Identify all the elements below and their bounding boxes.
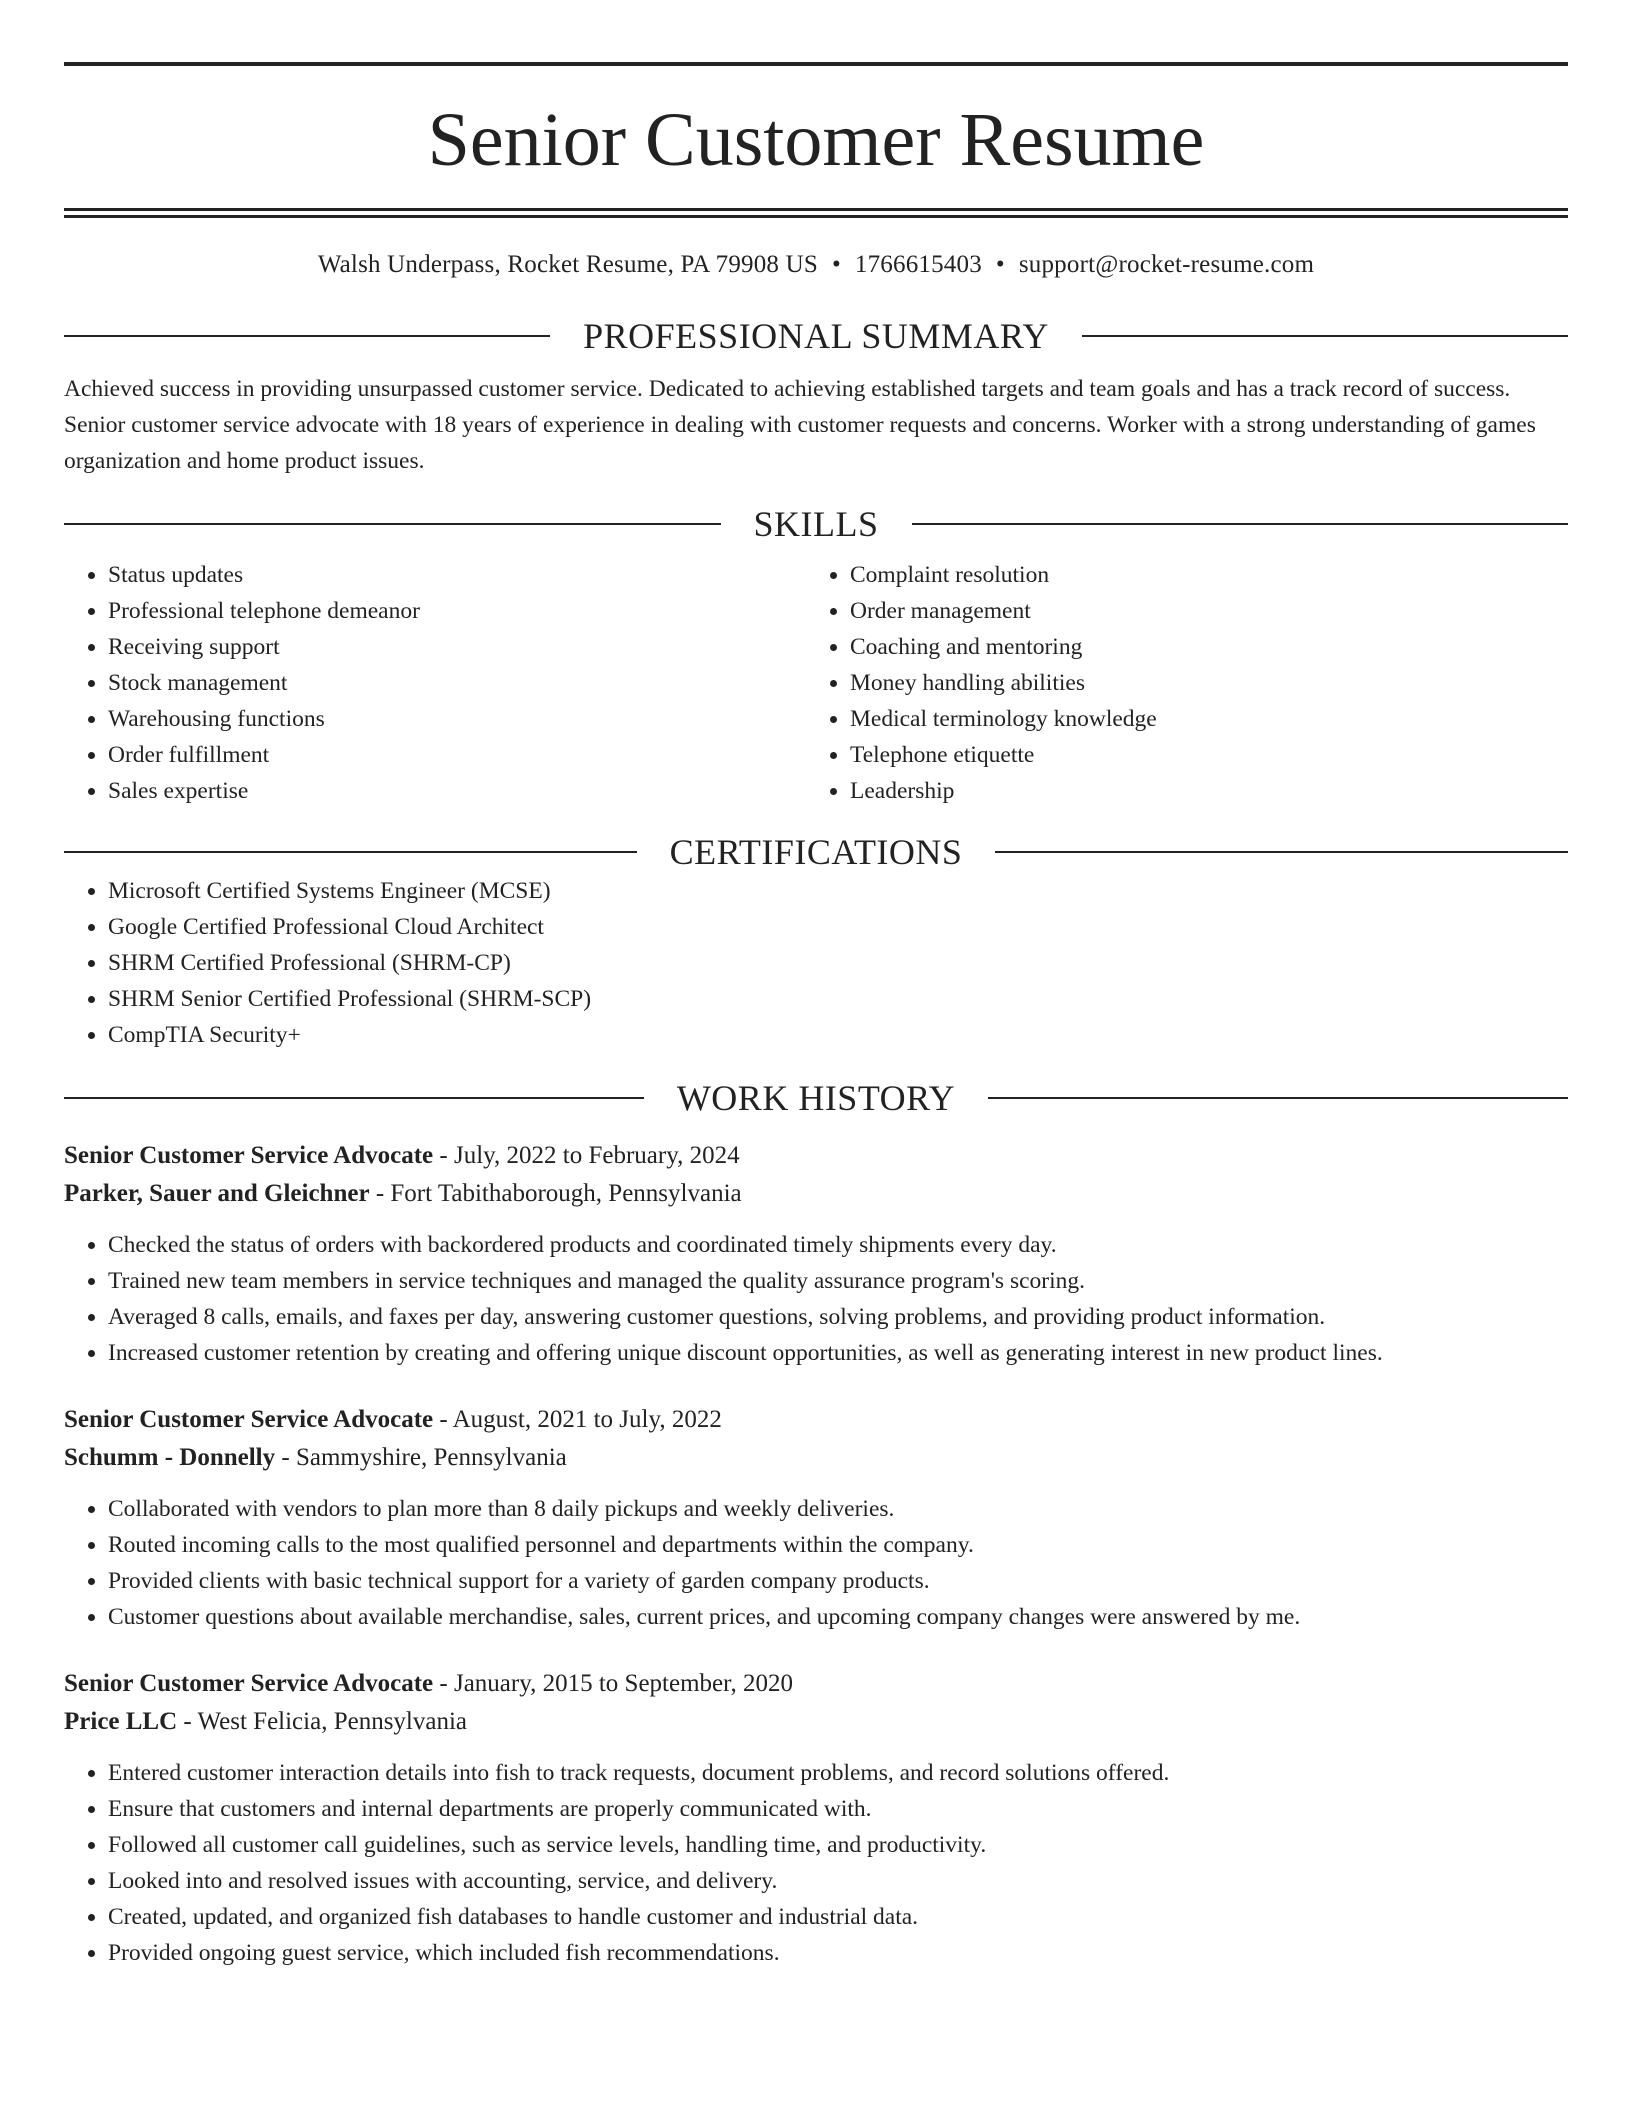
skills-column-left (64, 557, 806, 809)
job-duty-item: • Ensure that customers and internal departments are properly communicated with. (108, 1791, 1568, 1827)
skill-item: • Warehousing functions (108, 701, 806, 737)
job-location: - Sammyshire, Pennsylvania (275, 1443, 567, 1471)
section-title-skills: SKILLS (753, 503, 879, 544)
section-rule (995, 851, 1568, 853)
job-duty-item: • Customer questions about available merchandise, sales, current prices, and upcoming company changes were answered by me. (108, 1599, 1568, 1635)
job-duty-item: • Created, updated, and organized fish databases to handle customer and industrial data. (108, 1899, 1568, 1935)
job-duty-item: • Checked the status of orders with backordered products and coordinated timely shipments every day. (108, 1227, 1568, 1263)
job-location: - Fort Tabithaborough, Pennsylvania (369, 1179, 742, 1207)
job-company: Price LLC (64, 1707, 178, 1735)
resume-page (64, 0, 1568, 1971)
section-header-skills (64, 503, 1568, 545)
contact-email: support@rocket-resume.com (1018, 251, 1315, 278)
job-duty-item: • Entered customer interaction details into fish to track requests, document problems, and record solutions offered. (108, 1755, 1568, 1791)
skill-item: • Order fulfillment (108, 737, 806, 773)
certification-item: • SHRM Senior Certified Professional (SHRM-SCP) (108, 981, 1568, 1017)
skill-item: • Coaching and mentoring (850, 629, 1548, 665)
section-title-certifications: CERTIFICATIONS (669, 831, 963, 872)
job-title: Senior Customer Service Advocate (64, 1141, 434, 1169)
skill-item: • Money handling abilities (850, 665, 1548, 701)
job-duty-item: • Trained new team members in service techniques and managed the quality assurance program's scoring. (108, 1263, 1568, 1299)
job-dates: - August, 2021 to July, 2022 (433, 1405, 722, 1433)
page-title: Senior Customer Resume (427, 98, 1205, 182)
certification-item: • Google Certified Professional Cloud Architect (108, 909, 1568, 945)
contact-address: Walsh Underpass, Rocket Resume, PA 79908 US (317, 251, 818, 278)
job-duty-item: • Provided clients with basic technical support for a variety of garden company products. (108, 1563, 1568, 1599)
skills-column-right (806, 557, 1548, 809)
section-title-work-history: WORK HISTORY (676, 1077, 956, 1118)
contact-phone: 1766615403 (854, 251, 982, 278)
skills-list-right (806, 557, 1548, 809)
skill-item: • Receiving support (108, 629, 806, 665)
contact-separator: • (831, 251, 841, 278)
skill-item: • Medical terminology knowledge (850, 701, 1548, 737)
job-entry (64, 1401, 1568, 1635)
section-title-summary: PROFESSIONAL SUMMARY (583, 316, 1049, 356)
section-rule (988, 1097, 1568, 1099)
certifications-list (64, 873, 1568, 1053)
skills-columns (64, 557, 1568, 809)
skill-item: • Professional telephone demeanor (108, 593, 806, 629)
job-duties-list (64, 1755, 1568, 1971)
job-duty-item: • Increased customer retention by creating and offering unique discount opportunities, as well as generating interest in new product lines. (108, 1335, 1568, 1371)
section-header-work-history (64, 1077, 1568, 1119)
certification-item: • Microsoft Certified Systems Engineer (MCSE) (108, 873, 1568, 909)
skill-item: • Sales expertise (108, 773, 806, 809)
skill-item: • Status updates (108, 557, 806, 593)
section-rule (64, 851, 637, 853)
job-title: Senior Customer Service Advocate (64, 1405, 434, 1433)
section-rule (912, 523, 1569, 525)
job-title-line (64, 1137, 1568, 1175)
job-duty-item: • Averaged 8 calls, emails, and faxes per day, answering customer questions, solving problems, and providing product information. (108, 1299, 1568, 1335)
section-header-summary (64, 315, 1568, 357)
job-company-line (64, 1439, 1568, 1477)
job-duty-item: • Looked into and resolved issues with accounting, service, and delivery. (108, 1863, 1568, 1899)
job-dates: - July, 2022 to February, 2024 (433, 1141, 740, 1169)
job-duty-item: • Routed incoming calls to the most qualified personnel and departments within the company. (108, 1527, 1568, 1563)
job-duty-item: • Followed all customer call guidelines, such as service levels, handling time, and productivity. (108, 1827, 1568, 1863)
skill-item: • Stock management (108, 665, 806, 701)
job-entry (64, 1137, 1568, 1371)
section-header-certifications (64, 831, 1568, 873)
summary-text: Achieved success in providing unsurpassed customer service. Dedicated to achieving established targets and team goals and has a track record of success. Senior customer service advocate with 18 years of experience in dealing with customer requests and concerns. Worker with a strong understanding of games organization and home product issues. (64, 376, 1536, 474)
job-company: Parker, Sauer and Gleichner (64, 1179, 370, 1207)
job-location: - West Felicia, Pennsylvania (177, 1707, 468, 1735)
job-duty-item: • Provided ongoing guest service, which included fish recommendations. (108, 1935, 1568, 1971)
skill-item: • Order management (850, 593, 1548, 629)
section-rule (64, 335, 550, 337)
skill-item: • Complaint resolution (850, 557, 1548, 593)
contact-line (64, 251, 1568, 279)
job-company-line (64, 1703, 1568, 1741)
skills-list-left (64, 557, 806, 809)
top-rule (64, 62, 1568, 66)
job-title: Senior Customer Service Advocate (64, 1669, 434, 1697)
job-duty-item: • Collaborated with vendors to plan more than 8 daily pickups and weekly deliveries. (108, 1491, 1568, 1527)
skill-item: • Leadership (850, 773, 1548, 809)
job-entry (64, 1665, 1568, 1971)
job-dates: - January, 2015 to September, 2020 (433, 1669, 793, 1697)
job-title-line (64, 1665, 1568, 1703)
contact-separator: • (995, 251, 1005, 278)
certification-item: • SHRM Certified Professional (SHRM-CP) (108, 945, 1568, 981)
job-company: Schumm - Donnelly (64, 1443, 276, 1471)
skill-item: • Telephone etiquette (850, 737, 1548, 773)
section-rule (1082, 335, 1568, 337)
certification-item: • CompTIA Security+ (108, 1017, 1568, 1053)
section-rule (64, 523, 721, 525)
job-duties-list (64, 1227, 1568, 1371)
title-double-rule (64, 208, 1568, 218)
job-company-line (64, 1175, 1568, 1213)
job-title-line (64, 1401, 1568, 1439)
section-rule (64, 1097, 644, 1099)
job-duties-list (64, 1491, 1568, 1635)
